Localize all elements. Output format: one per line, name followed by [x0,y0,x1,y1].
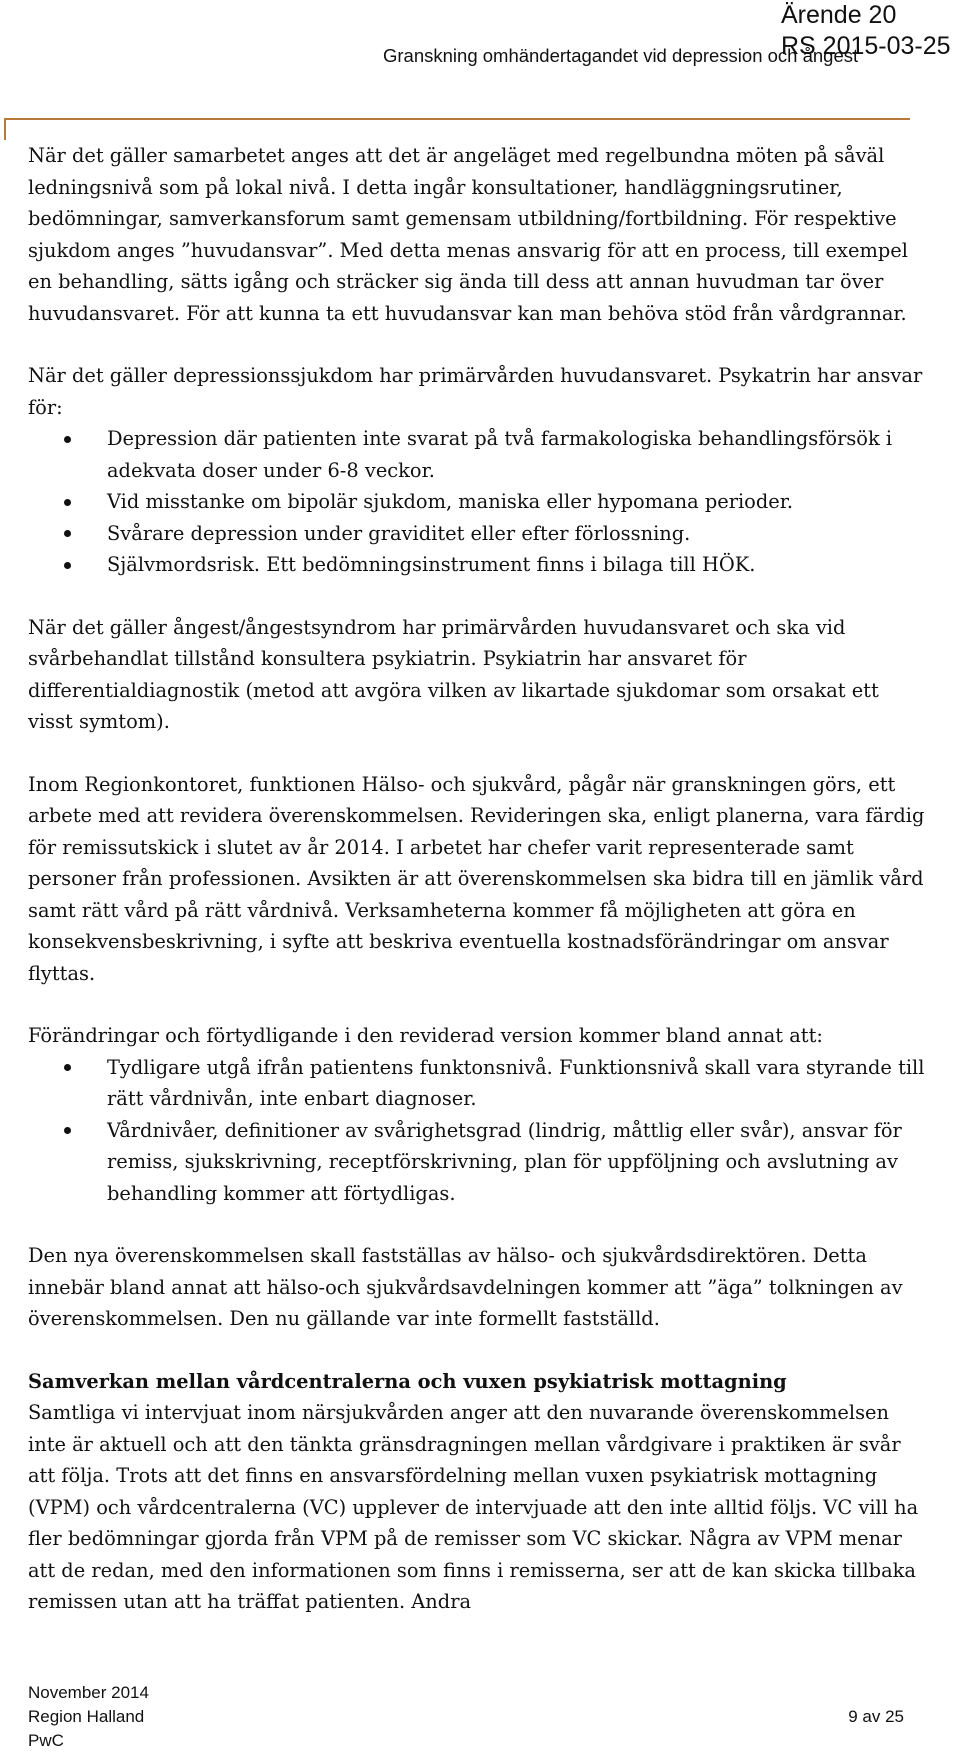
report-title: Granskning omhändertagandet vid depression och ångest [383,45,859,66]
header-rule-vertical [4,118,6,140]
footer-company: PwC [28,1731,64,1750]
list-item [28,486,928,518]
list-item [28,518,928,550]
paragraph-depression-responsibility: När det gäller depressionssjukdom har primärvården huvudansvaret. Psykatrin har ansvar för: [28,364,923,419]
paragraph-anxiety: När det gäller ångest/ångestsyndrom har primärvården huvudansvaret och ska vid svårbehandlat tillstånd konsultera psykiatrin. Psykiatrin har ansvaret för differentialdiagnostik (metod att avgöra vilken av likartade sjukdomar som orsakat ett visst symtom). [28,615,879,733]
list-item-text: Tydligare utgå ifrån patientens funktonsnivå. Funktionsnivå skall vara styrande till rätt vårdnivån, inte enbart diagnoser. [107,1055,925,1110]
bullet-icon [64,530,71,537]
changes-list [28,1052,928,1210]
paragraph-new-agreement: Den nya överenskommelsen skall fastställas av hälso- och sjukvårdsdirektören. Detta innebär bland annat att hälso-och sjukvårdsavdelningen kommer att ”äga” tolkningen av överenskommelsen. Den nu gällande var inte formellt fastställd. [28,1244,903,1330]
bullet-icon [64,436,71,443]
footer-organization: Region Halland [28,1707,145,1726]
bullet-icon [64,499,71,506]
bullet-icon [64,1127,71,1134]
case-number: Ärende 20 [781,1,897,29]
bullet-icon [64,1064,71,1071]
meeting-date: RS 2015-03-25 [781,32,951,60]
list-item [28,1115,928,1210]
list-item-text: Svårare depression under graviditet eller efter förlossning. [107,521,691,545]
paragraph-changes-intro: Förändringar och förtydligande i den reviderad version kommer bland annat att: [28,1024,823,1047]
footer-date: November 2014 [28,1683,149,1702]
page-footer [28,1681,904,1753]
section-heading: Samverkan mellan vårdcentralerna och vuxen psykiatrisk mottagning [28,1369,787,1393]
list-item [28,423,928,486]
page-number: 9 av 25 [848,1707,904,1726]
list-item [28,1052,928,1115]
list-item-text: Vid misstanke om bipolär sjukdom, maniska eller hypomana perioder. [107,490,794,513]
paragraph-revision: Inom Regionkontoret, funktionen Hälso- och sjukvård, pågår när granskningen görs, ett arbete med att revidera överenskommelsen. Revideringen ska, enligt planerna, vara färdig för remissutskick i slutet av år 2014. I arbetet har chefer varit representerade samt personer från professionen. Avsikten är att överenskommelsen ska bidra till en jämlik vård samt rätt vård på rätt vårdnivå. Verksamheterna kommer få möjligheten att göra en konsekvensbeskrivning, i syfte att beskriva eventuella kostnadsförändringar om ansvar flyttas. [28,772,925,985]
psychiatry-responsibility-list [28,423,928,581]
list-item-text: Vårdnivåer, definitioner av svårighetsgrad (lindrig, måttlig eller svår), ansvar för remiss, sjukskrivning, receptförskrivning, plan för uppföljning och avslutning av behandling kommer att förtydligas. [107,1118,902,1205]
list-item [28,549,928,581]
page-body [28,140,928,1649]
paragraph-collaboration-vc-vpm: Samtliga vi intervjuat inom närsjukvården anger att den nuvarande överenskommelsen inte är aktuell och att den tänkta gränsdragningen mellan vårdgivare i praktiken är svår att följa. Trots att det finns en ansvarsfördelning mellan vuxen psykiatrisk mottagning (VPM) och vårdcentralerna (VC) upplever de intervjuade att den inte alltid följs. VC vill ha fler bedömningar gjorda från VPM på de remisser som VC skickar. Några av VPM menar att de redan, med den informationen som finns i remisserna, ser att de kan skicka tillbaka remissen utan att ha träffat patienten. Andra [28,1401,919,1613]
paragraph-collaboration: När det gäller samarbetet anges att det är angeläget med regelbundna möten på såväl ledningsnivå som på lokal nivå. I detta ingår konsultationer, handläggningsrutiner, bedömningar, samverkansforum samt gemensam utbildning/fortbildning. För respektive sjukdom anges ”huvudansvar”. Med detta menas ansvarig för att en process, till exempel en behandling, sätts igång och sträcker sig ända till dess att annan huvudman tar över huvudansvaret. För att kunna ta ett huvudansvar kan man behöva stöd från vårdgrannar. [28,144,908,325]
list-item-text: Depression där patienten inte svarat på två farmakologiska behandlingsförsök i adekvata doser under 6-8 veckor. [107,427,893,482]
list-item-text: Självmordsrisk. Ett bedömningsinstrument finns i bilaga till HÖK. [107,553,756,576]
header-rule-horizontal [4,118,910,120]
bullet-icon [64,562,71,569]
